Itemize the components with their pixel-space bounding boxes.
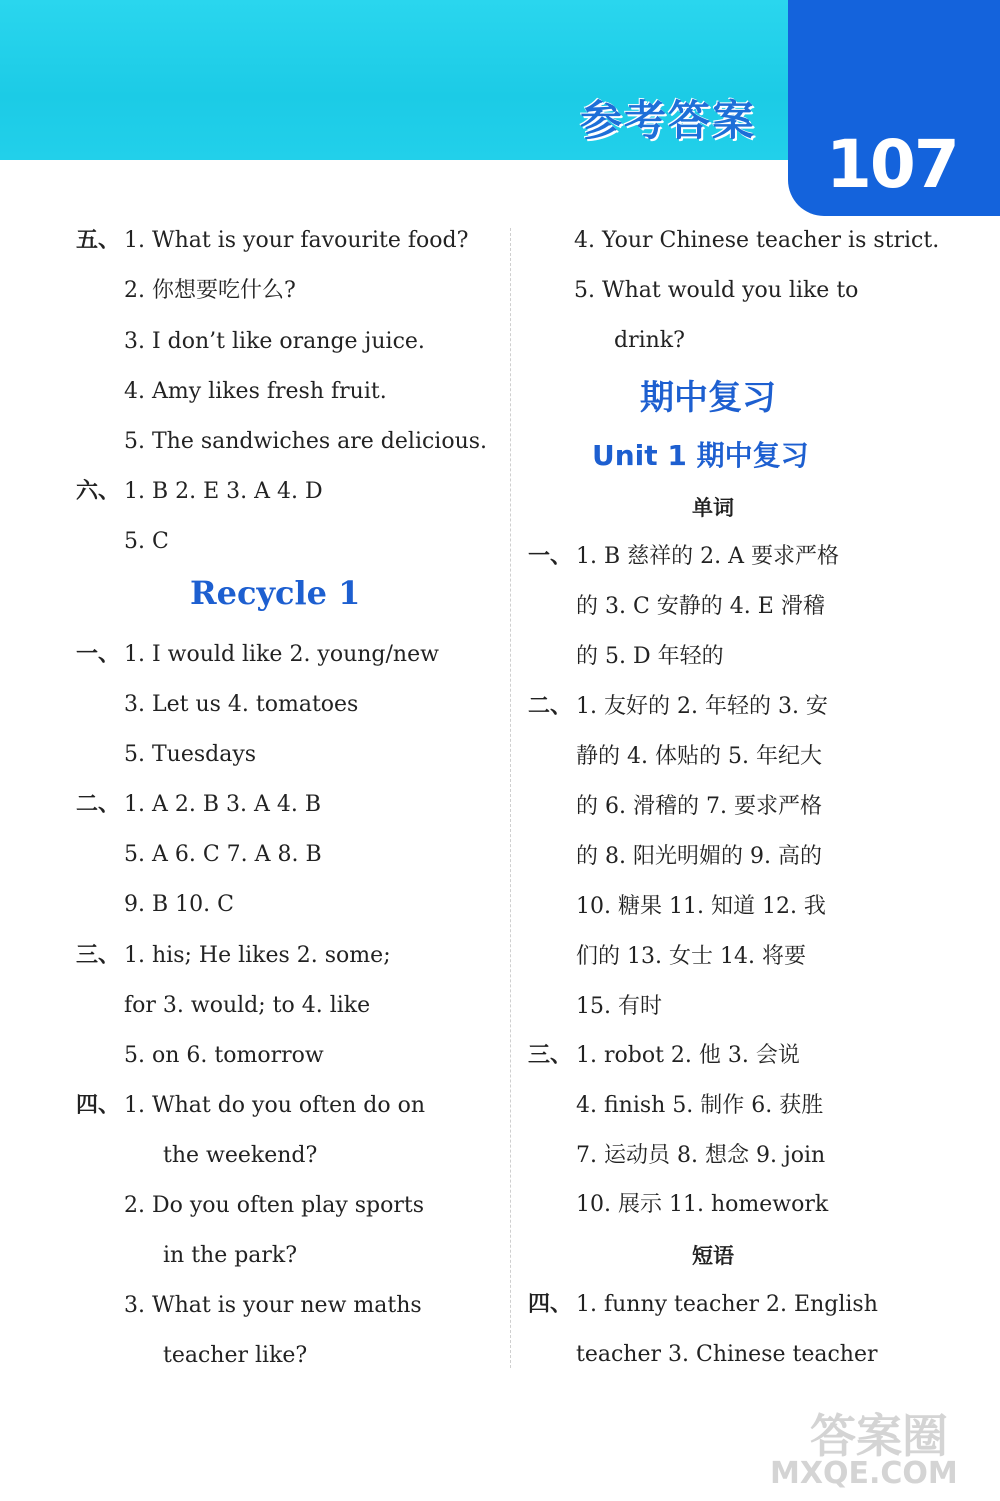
answer-line: 15. 有时 [576, 994, 662, 1019]
words-heading: 单词 [692, 496, 734, 520]
answer-line: 1. B 2. E 3. A 4. D [124, 479, 323, 504]
section-mark-3: 三、 [528, 1043, 573, 1068]
answer-line: 10. 展示 11. homework [576, 1192, 829, 1217]
answer-line: 7. 运动员 8. 想念 9. join [576, 1143, 826, 1168]
section-mark-2: 二、 [528, 694, 573, 719]
answer-line: 3. What is your new maths [124, 1293, 422, 1318]
page-number: 107 [826, 126, 958, 203]
answer-line: 1. What is your favourite food? [124, 228, 469, 253]
answer-line: 1. 友好的 2. 年轻的 3. 安 [576, 694, 828, 719]
column-divider [510, 228, 511, 1368]
answer-line: in the park? [163, 1243, 298, 1268]
watermark-url: MXQE.COM [770, 1456, 958, 1491]
answer-line: 3. I don’t like orange juice. [124, 329, 425, 354]
section-mark-5: 五、 [76, 228, 121, 253]
answer-line: 9. B 10. C [124, 892, 234, 917]
answer-line: 1. his; He likes 2. some; [124, 943, 391, 968]
header-title: 参考答案 [580, 96, 757, 145]
section-mark-1: 一、 [76, 642, 121, 667]
section-mark-4: 四、 [528, 1292, 573, 1317]
answer-line: 1. B 慈祥的 2. A 要求严格 [576, 544, 840, 569]
watermark-logo-text: 答案圈 [810, 1409, 948, 1463]
answer-line: 1. I would like 2. young/new [124, 642, 439, 667]
answer-line: 1. robot 2. 他 3. 会说 [576, 1043, 800, 1068]
answer-line: 5. What would you like to [574, 278, 859, 303]
answer-line: teacher 3. Chinese teacher [576, 1342, 878, 1367]
answer-line: 们的 13. 女士 14. 将要 [576, 944, 806, 969]
answer-line: 静的 4. 体贴的 5. 年纪大 [576, 744, 822, 769]
section-mark-6: 六、 [76, 479, 121, 504]
answer-line: 3. Let us 4. tomatoes [124, 692, 359, 717]
phrases-heading: 短语 [692, 1244, 734, 1268]
answer-line: 1. funny teacher 2. English [576, 1292, 878, 1317]
midterm-title: 期中复习 [640, 378, 776, 418]
answer-line: 5. on 6. tomorrow [124, 1043, 324, 1068]
section-mark-2: 二、 [76, 792, 121, 817]
answer-line: for 3. would; to 4. like [124, 993, 371, 1018]
answer-line: the weekend? [163, 1143, 318, 1168]
answer-line: 2. Do you often play sports [124, 1193, 425, 1218]
answer-line: teacher like? [163, 1343, 308, 1368]
answer-line: 2. 你想要吃什么? [124, 278, 296, 303]
unit-title: Unit 1 期中复习 [592, 439, 809, 472]
answer-line: 的 8. 阳光明媚的 9. 高的 [576, 844, 822, 869]
answer-line: 的 6. 滑稽的 7. 要求严格 [576, 794, 822, 819]
answer-line: 的 5. D 年轻的 [576, 644, 724, 669]
recycle-title: Recycle 1 [190, 574, 361, 612]
section-mark-3: 三、 [76, 943, 121, 968]
answer-line: 5. Tuesdays [124, 742, 257, 767]
answer-line: 4. finish 5. 制作 6. 获胜 [576, 1093, 824, 1118]
section-mark-4: 四、 [76, 1093, 121, 1118]
answer-line: 4. Amy likes fresh fruit. [124, 379, 387, 404]
answer-line: 10. 糖果 11. 知道 12. 我 [576, 894, 826, 919]
answer-line: 1. A 2. B 3. A 4. B [124, 792, 322, 817]
section-mark-1: 一、 [528, 544, 573, 569]
answer-line: drink? [614, 328, 685, 353]
answer-line: 的 3. C 安静的 4. E 滑稽 [576, 594, 825, 619]
answer-line: 5. The sandwiches are delicious. [124, 429, 488, 454]
answer-line: 5. A 6. C 7. A 8. B [124, 842, 322, 867]
answer-line: 4. Your Chinese teacher is strict. [574, 228, 940, 253]
answer-line: 1. What do you often do on [124, 1093, 426, 1118]
answer-line: 5. C [124, 529, 169, 554]
